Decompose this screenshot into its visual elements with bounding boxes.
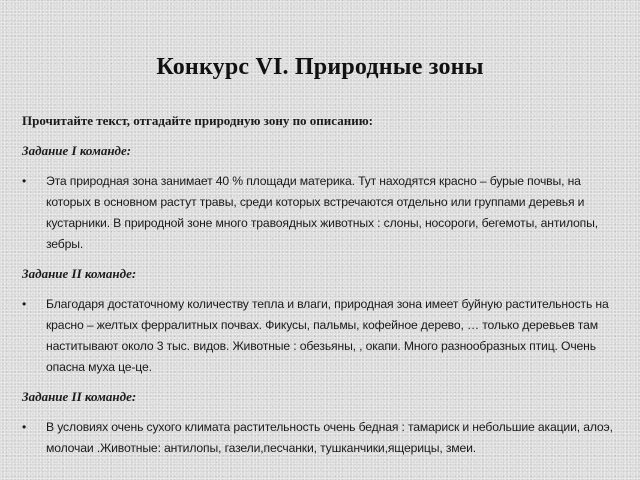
task-1-description [22,171,622,255]
task-1-heading: Задание I команде: [22,143,132,158]
bullet-icon: • [22,174,27,188]
bullet-icon: • [22,420,27,434]
task-2-text: Благодаря достаточному количеству тепла и влаги, природная зона имеет буйную растительность на красно – желтых ферралитных почвах. Фикусы, пальмы, кофейное дерево, … только деревьев там наститывают около 3 тыс. видов. Животные : обезьяны, , окапи. Много разнообразных птиц. Очень опасна муха це-це. [46,297,609,374]
slide-title: Конкурс VI. Природные зоны [156,54,484,80]
task-1-text: Эта природная зона занимает 40 % площади материка. Тут находятся красно – бурые почвы, на которых в основном растут травы, среди которых встречаются отдельно или группами деревья и кустарники. В природной зоне много травоядных животных : слоны, носороги, бегемоты, антилопы, зебры. [46,174,598,251]
task-3-description [22,417,622,459]
bullet-icon: • [22,297,27,311]
task-2-heading: Задание II команде: [22,266,137,281]
intro-text: Прочитайте текст, отгадайте природную зону по описанию: [22,113,373,128]
task-3-heading: Задание II команде: [22,389,137,404]
slide-content [22,112,622,469]
task-2-description [22,294,622,378]
task-3-text: В условиях очень сухого климата растительность очень бедная : тамариск и небольшие акации, алоэ, молочаи .Животные: антилопы, газели,песчанки, тушканчики,ящерицы, змеи. [46,420,613,455]
